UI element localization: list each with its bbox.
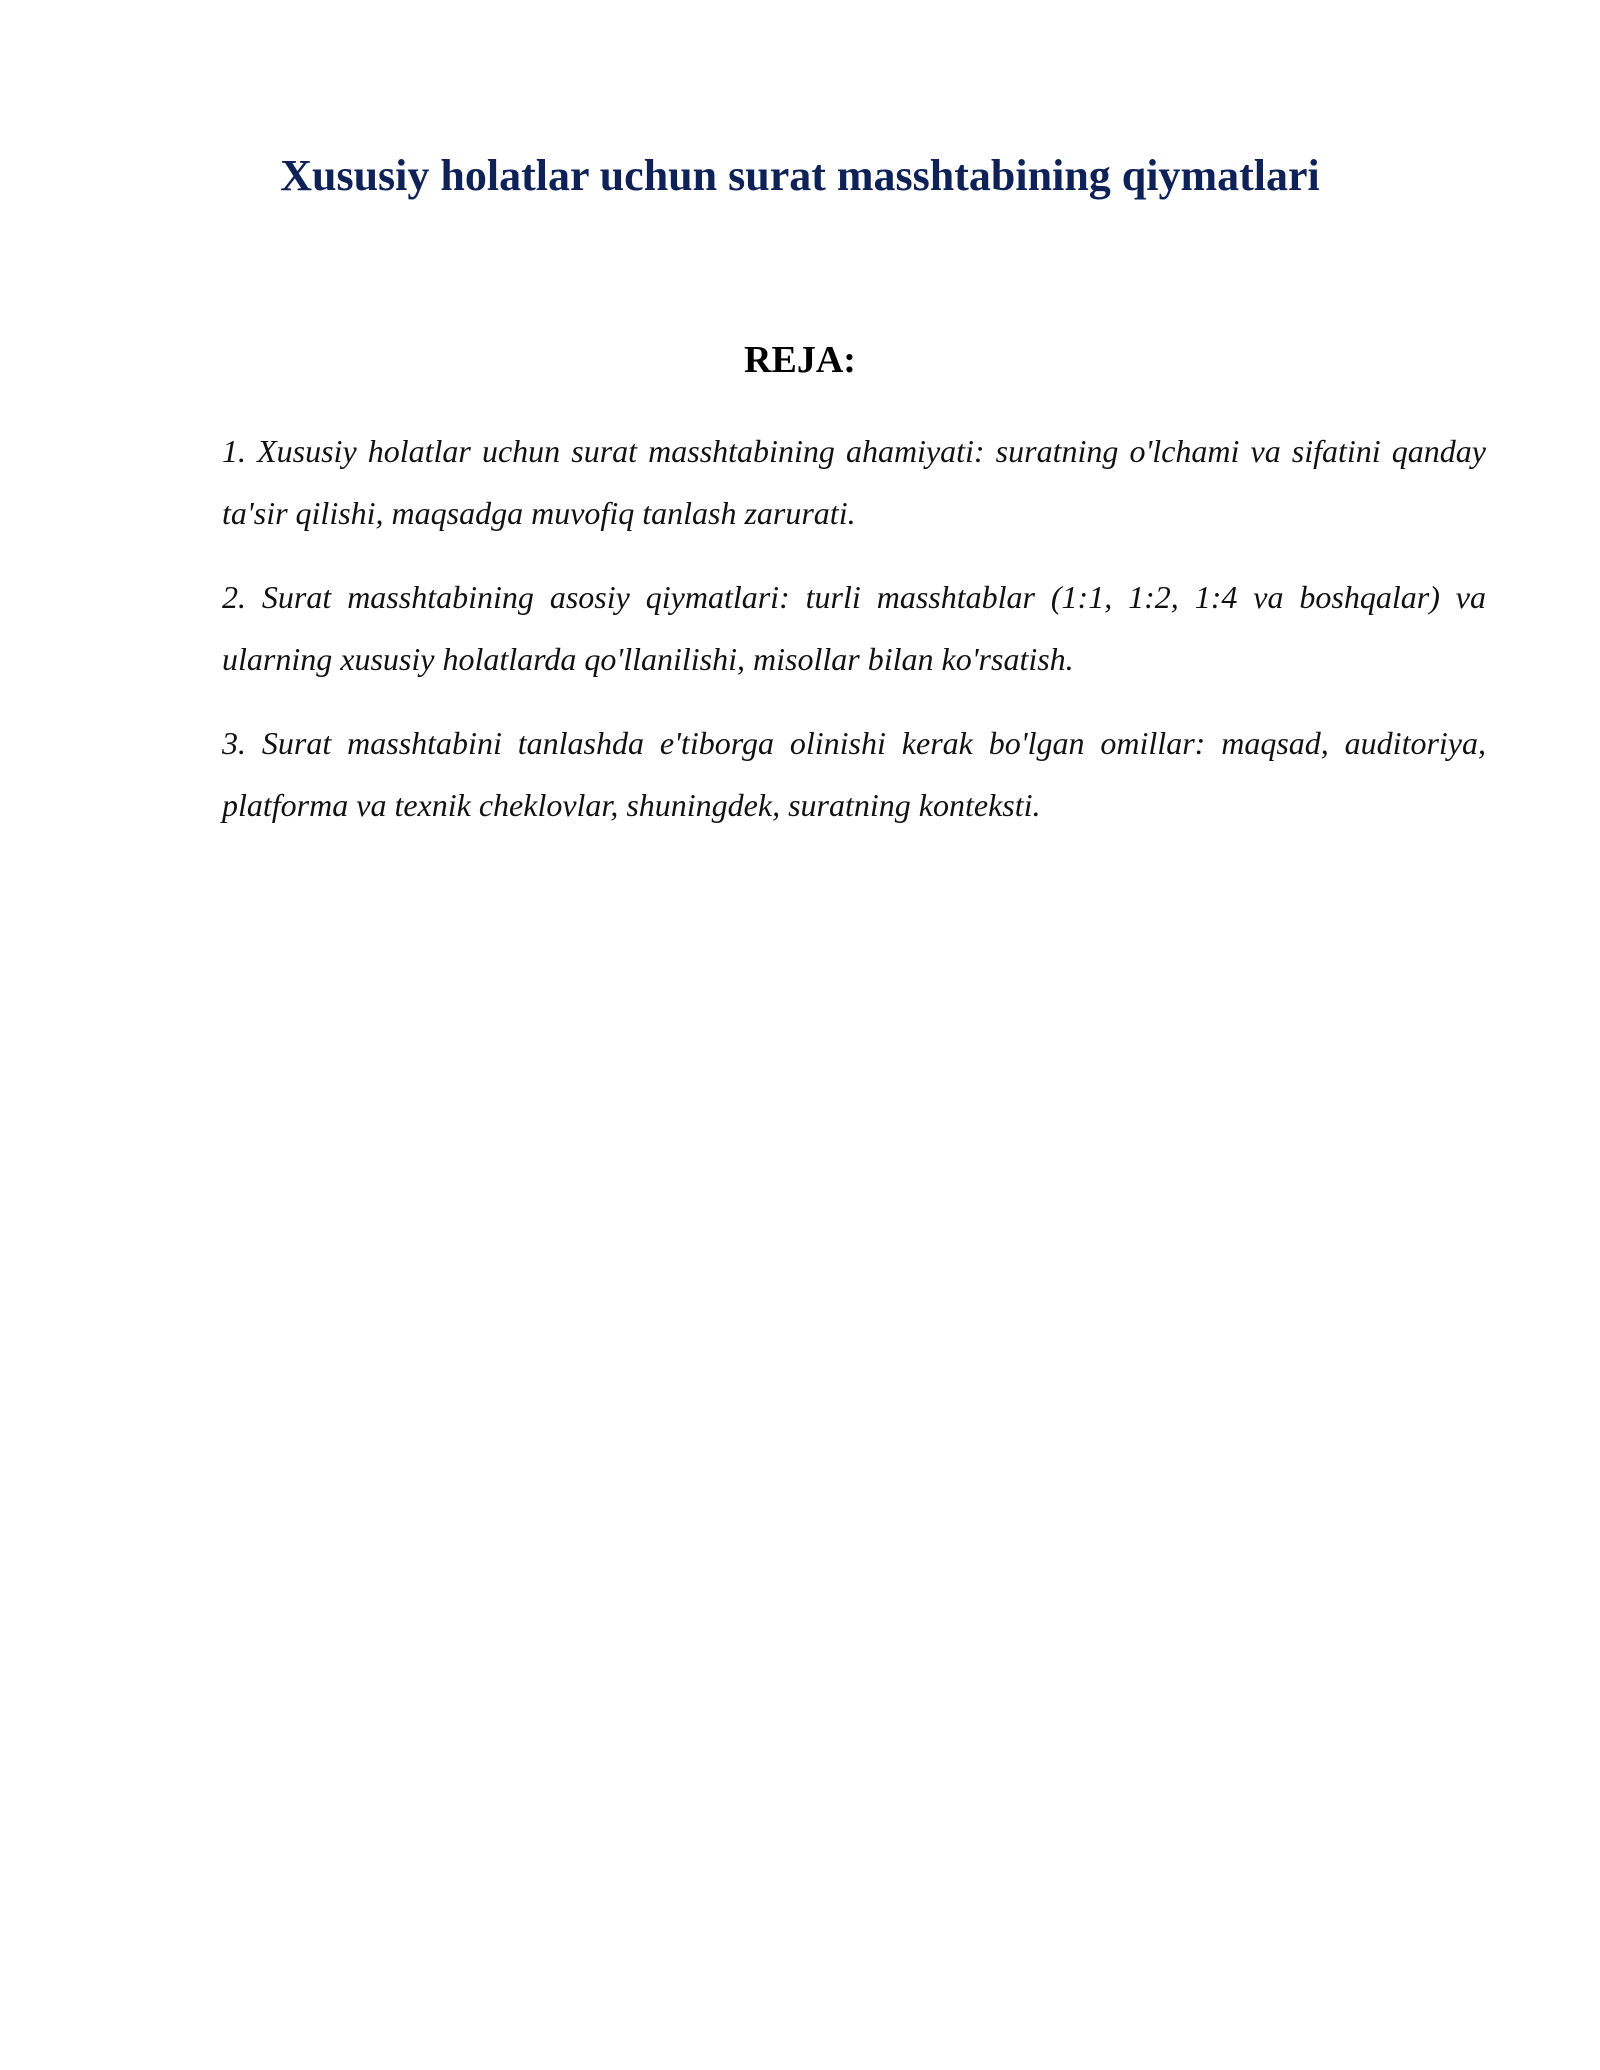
plan-item-1: 1. Xususiy holatlar uchun surat masshtabining ahamiyati: suratning o'lchami va sifatini qanday ta'sir qilishi, maqsadga muvofiq tanlash zarurati. (222, 433, 1486, 531)
plan-item-2: 2. Surat masshtabining asosiy qiymatlari: turli masshtablar (1:1, 1:2, 1:4 va boshqalar) va ularning xususiy holatlarda qo'llanilishi, misollar bilan ko'rsatish. (222, 579, 1486, 677)
plan-heading: REJA: (744, 339, 856, 381)
plan-list (222, 420, 1486, 858)
document-title: Xususiy holatlar uchun surat masshtabining qiymatlari (280, 151, 1320, 200)
plan-item-3: 3. Surat masshtabini tanlashda e'tiborga olinishi kerak bo'lgan omillar: maqsad, auditoriya, platforma va texnik cheklovlar, shuningdek, suratning konteksti. (222, 725, 1486, 823)
